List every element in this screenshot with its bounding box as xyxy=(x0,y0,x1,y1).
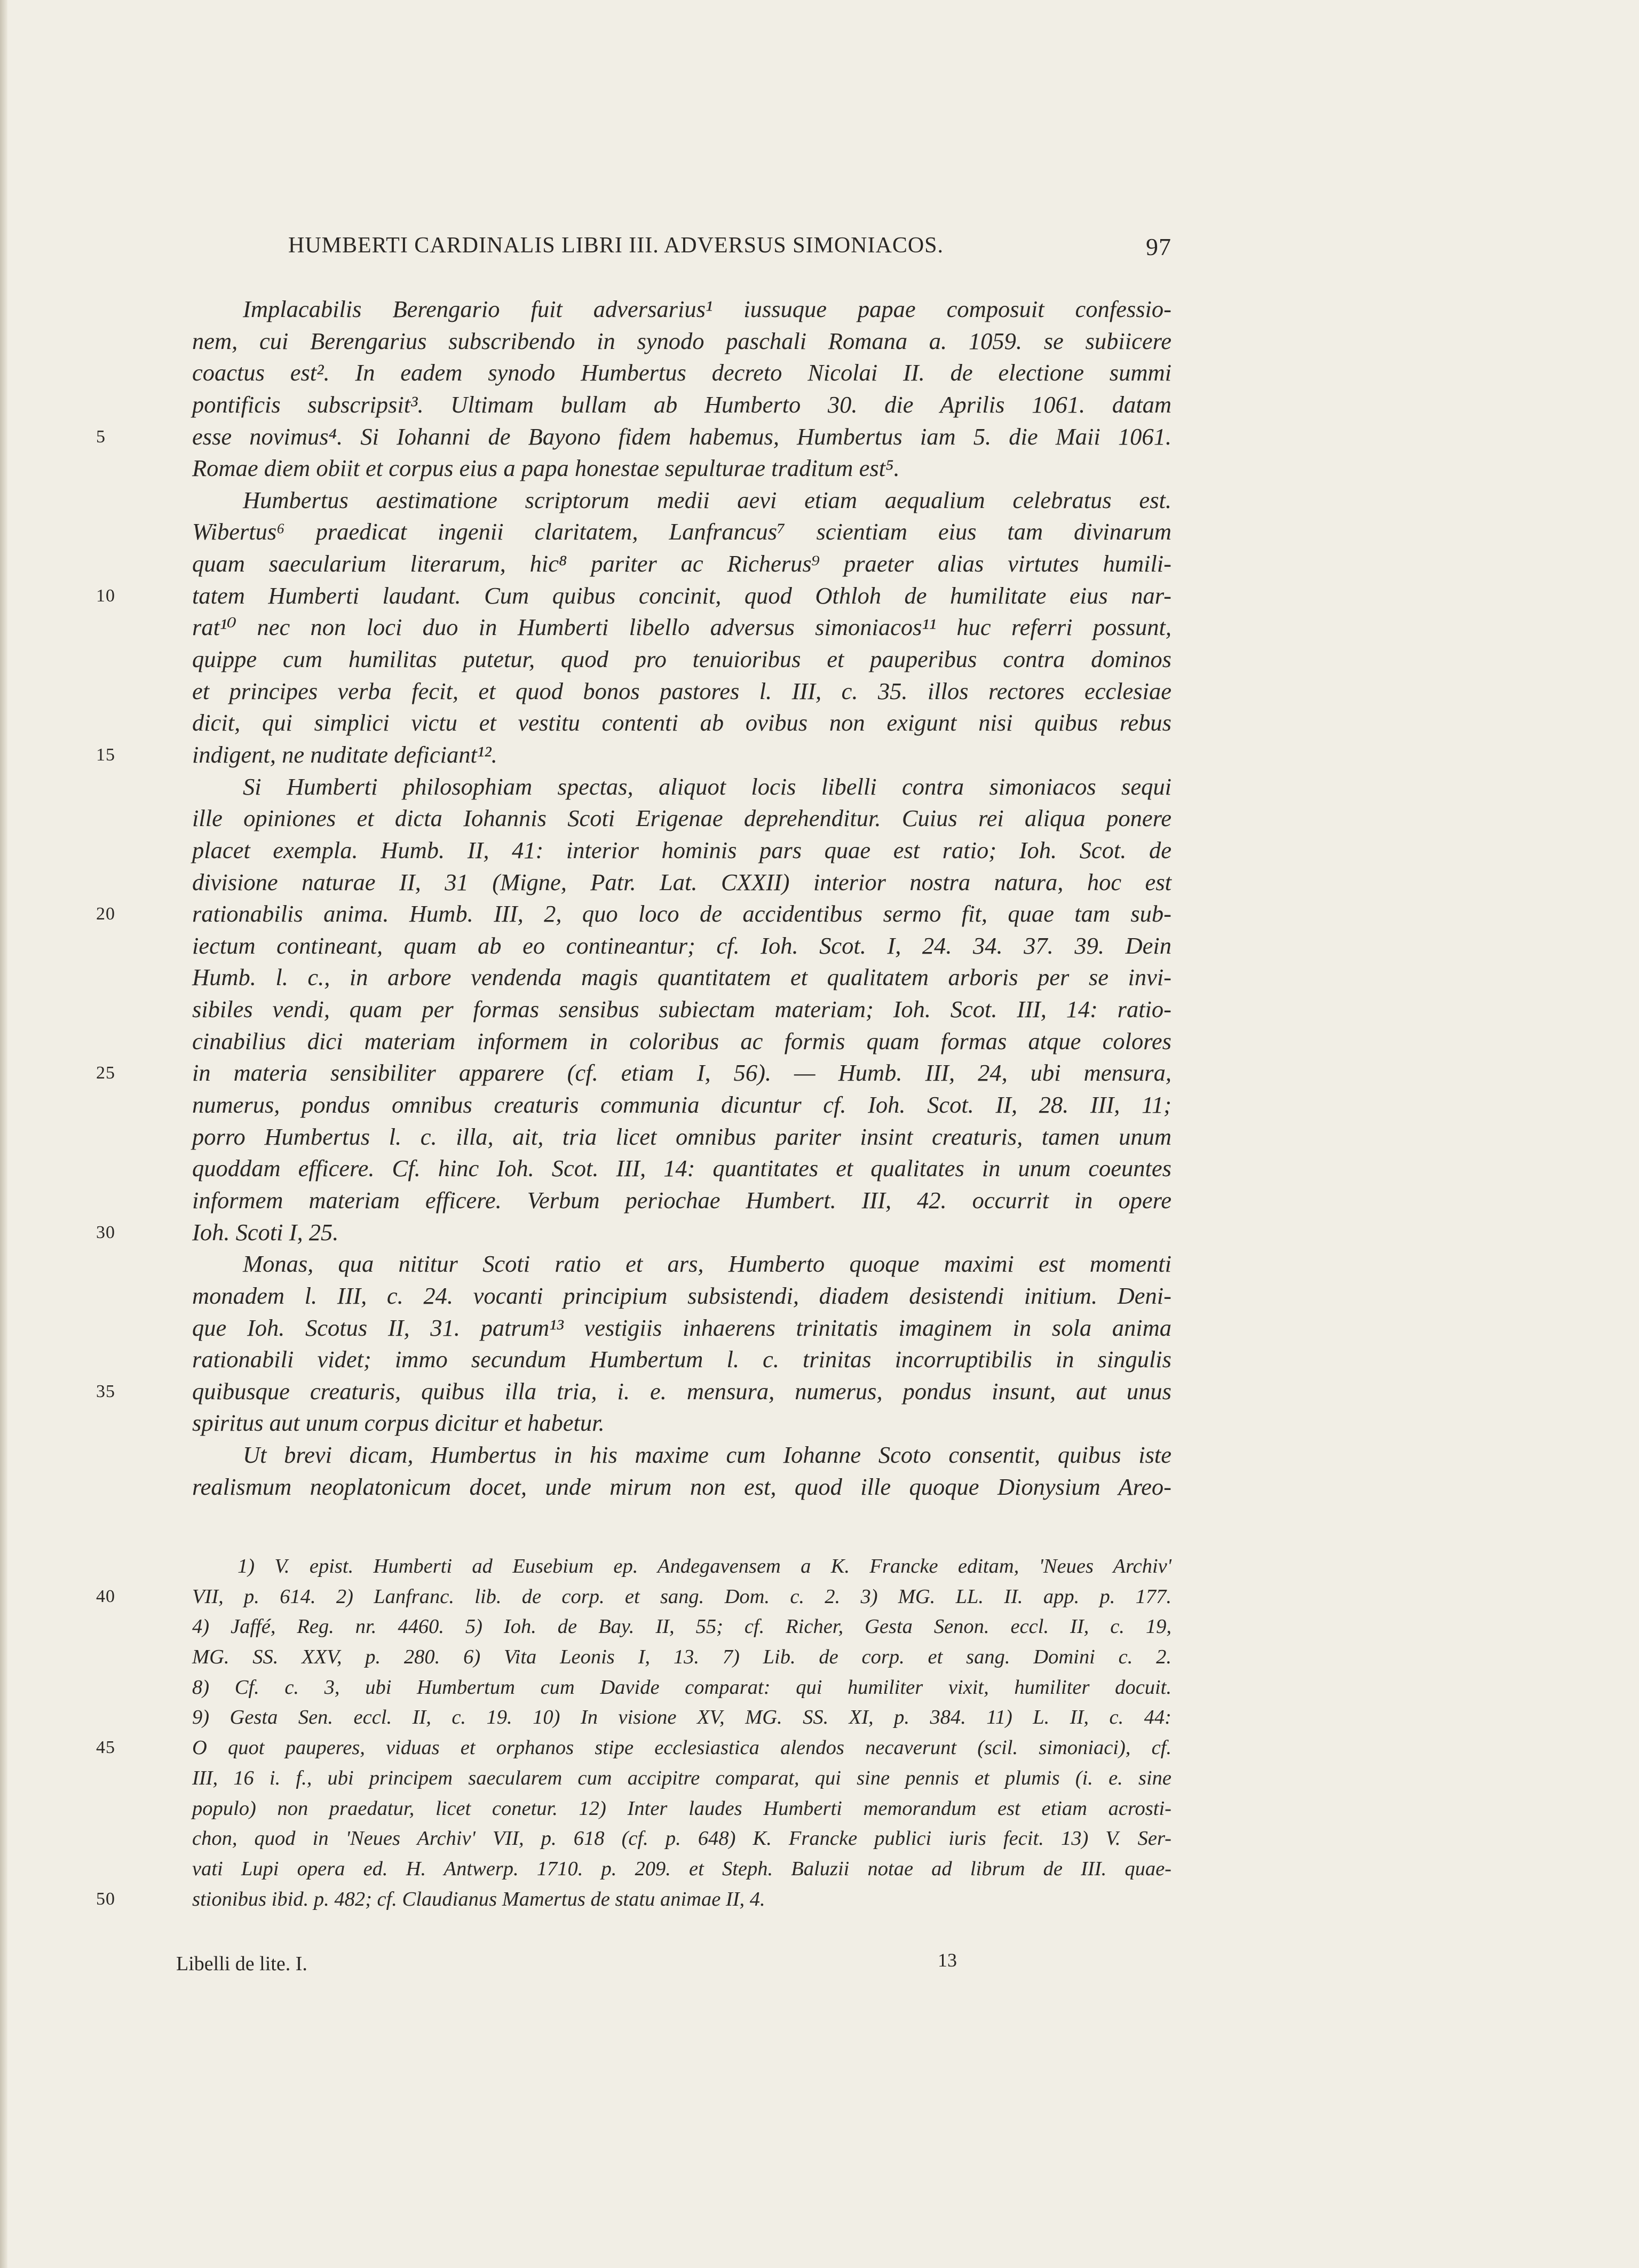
line-text: populo) non praedatur, licet conetur. 12) Inter laudes Humberti memorandum est etiam acrosti- xyxy=(192,1797,1171,1820)
footnote-line xyxy=(192,1794,1171,1824)
text-line xyxy=(192,771,1171,803)
line-text: Implacabilis Berengario fuit adversarius¹ iussuque papae composuit confessio- xyxy=(243,296,1171,322)
line-text: quippe cum humilitas putetur, quod pro tenuioribus et pauperibus contra dominos xyxy=(192,646,1171,673)
line-text: Humb. l. c., in arbore vendenda magis quantitatem et qualitatem arboris per se invi- xyxy=(192,964,1171,991)
text-line xyxy=(192,994,1171,1026)
text-line xyxy=(192,1407,1171,1439)
line-text: stionibus ibid. p. 482; cf. Claudianus Mamertus de statu animae II, 4. xyxy=(192,1888,765,1910)
line-text: Wibertus⁶ praedicat ingenii claritatem, Lanfrancus⁷ scientiam eius tam divinarum xyxy=(192,518,1171,545)
line-number: 25 xyxy=(96,1063,115,1083)
text-line xyxy=(192,676,1171,708)
text-line xyxy=(192,516,1171,548)
page-header xyxy=(192,233,1171,265)
line-text: 4) Jaffé, Reg. nr. 4460. 5) Ioh. de Bay. II, 55; cf. Richer, Gesta Senon. eccl. II, c. 19, xyxy=(192,1615,1171,1638)
line-text: III, 16 i. f., ubi principem saecularem cum accipitre comparat, qui sine pennis et plumis (i. e. sine xyxy=(192,1766,1171,1789)
line-text: 8) Cf. c. 3, ubi Humbertum cum Davide comparat: qui humiliter vixit, humiliter docuit. xyxy=(192,1676,1171,1699)
line-text: rationabili videt; immo secundum Humbertum l. c. trinitas incorruptibilis in singulis xyxy=(192,1346,1171,1373)
line-text: esse novimus⁴. Si Iohanni de Bayono fidem habemus, Humbertus iam 5. die Maii 1061. xyxy=(192,423,1171,450)
text-line xyxy=(192,1312,1171,1344)
line-text: 9) Gesta Sen. eccl. II, c. 19. 10) In visione XV, MG. SS. XI, p. 384. 11) L. II, c. 44: xyxy=(192,1706,1171,1729)
line-number: 45 xyxy=(96,1738,115,1758)
text-line xyxy=(96,1057,1171,1089)
line-text: quoddam efficere. Cf. hinc Ioh. Scot. III, 14: quantitates et qualitates in unum coeuntes xyxy=(192,1155,1171,1182)
line-text: spiritus aut unum corpus dicitur et habetur. xyxy=(192,1409,605,1437)
text-line xyxy=(192,1185,1171,1217)
text-line xyxy=(96,1217,1171,1249)
footnote-line xyxy=(192,1702,1171,1733)
line-text: vati Lupi opera ed. H. Antwerp. 1710. p. 209. et Steph. Baluzii notae ad librum de III. quae- xyxy=(192,1857,1171,1880)
footnote-line xyxy=(192,1854,1171,1884)
line-text: numerus, pondus omnibus creaturis communia dicuntur cf. Ioh. Scot. II, 28. III, 11; xyxy=(192,1091,1171,1119)
line-text: realismum neoplatonicum docet, unde mirum non est, quod ille quoque Dionysium Areo- xyxy=(192,1473,1171,1500)
line-text: VII, p. 614. 2) Lanfranc. lib. de corp. et sang. Dom. c. 2. 3) MG. LL. II. app. p. 177. xyxy=(192,1585,1171,1608)
text-line xyxy=(192,1089,1171,1121)
line-number: 20 xyxy=(96,904,115,924)
footnotes xyxy=(96,1551,1171,1914)
footnote-line xyxy=(192,1763,1171,1794)
text-line xyxy=(192,389,1171,421)
line-text: dicit, qui simplici victu et vestitu contenti ab ovibus non exigunt nisi quibus rebus xyxy=(192,709,1171,736)
text-line xyxy=(96,898,1171,930)
line-number: 10 xyxy=(96,585,115,606)
text-line xyxy=(192,1471,1171,1503)
line-text: que Ioh. Scotus II, 31. patrum¹³ vestigiis inhaerens trinitatis imaginem in sola anima xyxy=(192,1314,1171,1341)
text-line xyxy=(192,644,1171,676)
page-number: 97 xyxy=(1146,233,1171,260)
footnote-line xyxy=(96,1884,1171,1915)
line-text: quam saecularium literarum, hic⁸ pariter ac Richerus⁹ praeter alias virtutes humili- xyxy=(192,550,1171,577)
line-text: ille opiniones et dicta Iohannis Scoti Erigenae deprehenditur. Cuius rei aliqua ponere xyxy=(192,805,1171,832)
text-line xyxy=(192,1280,1171,1312)
text-line xyxy=(192,548,1171,580)
line-text: Monas, qua nititur Scoti ratio et ars, Humberto quoque maximi est momenti xyxy=(243,1250,1171,1278)
line-text: O quot pauperes, viduas et orphanos stipe ecclesiastica alendos necaverunt (scil. simoniaci), cf. xyxy=(192,1736,1171,1759)
text-line xyxy=(192,835,1171,867)
line-text: chon, quod in 'Neues Archiv' VII, p. 618 (cf. p. 648) K. Francke publici iuris fecit. 13) V. Ser- xyxy=(192,1827,1171,1850)
line-number: 5 xyxy=(96,426,106,447)
text-line xyxy=(192,485,1171,517)
line-number: 35 xyxy=(96,1381,115,1401)
line-text: et principes verba fecit, et quod bonos pastores l. III, c. 35. illos rectores ecclesiae xyxy=(192,677,1171,704)
line-number: 30 xyxy=(96,1222,115,1242)
text-line xyxy=(192,930,1171,962)
line-text: Ut brevi dicam, Humbertus in his maxime cum Iohanne Scoto consentit, quibus iste xyxy=(243,1441,1171,1469)
line-text: coactus est². In eadem synodo Humbertus decreto Nicolai II. de electione summi xyxy=(192,359,1171,386)
line-text: nem, cui Berengarius subscribendo in synodo paschali Romana a. 1059. se subiicere xyxy=(192,327,1171,354)
text-line xyxy=(192,453,1171,485)
line-text: quibusque creaturis, quibus illa tria, i. e. mensura, numerus, pondus insunt, aut unus xyxy=(192,1377,1171,1405)
line-text: tatem Humberti laudant. Cum quibus concinit, quod Othloh de humilitate eius nar- xyxy=(192,582,1171,609)
line-text: sibiles vendi, quam per formas sensibus subiectam materiam; Ioh. Scot. III, 14: ratio- xyxy=(192,996,1171,1023)
line-text: MG. SS. XXV, p. 280. 6) Vita Leonis I, 13. 7) Lib. de corp. et sang. Domini c. 2. xyxy=(192,1646,1171,1669)
text-line xyxy=(192,707,1171,739)
main-text xyxy=(96,294,1171,1503)
text-line xyxy=(192,294,1171,326)
line-text: placet exempla. Humb. II, 41: interior hominis pars quae est ratio; Ioh. Scot. de xyxy=(192,836,1171,863)
line-text: in materia sensibiliter apparere (cf. etiam I, 56). — Humb. III, 24, ubi mensura, xyxy=(192,1059,1171,1087)
line-text: rat¹⁰ nec non loci duo in Humberti libello adversus simoniacos¹¹ huc referri possunt, xyxy=(192,614,1171,641)
line-text: 1) V. epist. Humberti ad Eusebium ep. Andegavensem a K. Francke editam, 'Neues Archiv' xyxy=(237,1555,1171,1577)
line-text: rationabilis anima. Humb. III, 2, quo loco de accidentibus sermo fit, quae tam sub- xyxy=(192,900,1171,927)
text-line xyxy=(96,739,1171,771)
text-line xyxy=(192,867,1171,899)
text-line xyxy=(96,1376,1171,1408)
footnote-line xyxy=(192,1642,1171,1672)
book-gutter-edge xyxy=(0,0,7,2268)
line-text: iectum contineant, quam ab eo contineantur; cf. Ioh. Scot. I, 24. 34. 37. 39. Dein xyxy=(192,932,1171,959)
line-text: Humbertus aestimatione scriptorum medii aevi etiam aequalium celebratus est. xyxy=(243,486,1171,513)
text-line xyxy=(192,1439,1171,1471)
text-line xyxy=(192,357,1171,389)
footnote-line xyxy=(192,1612,1171,1642)
line-text: cinabilius dici materiam informem in coloribus ac formis quam formas atque colores xyxy=(192,1027,1171,1054)
line-number: 15 xyxy=(96,744,115,765)
line-text: Si Humberti philosophiam spectas, aliquot locis libelli contra simoniacos sequi xyxy=(243,773,1171,800)
line-text: pontificis subscripsit³. Ultimam bullam ab Humberto 30. die Aprilis 1061. datam xyxy=(192,391,1171,418)
line-text: monadem l. III, c. 24. vocanti principium subsistendi, diadem desistendi initium. Deni- xyxy=(192,1282,1171,1309)
text-line xyxy=(192,1248,1171,1280)
text-line xyxy=(192,1026,1171,1058)
text-line xyxy=(192,1153,1171,1185)
line-text: Romae diem obiit et corpus eius a papa honestae sepulturae traditum est⁵. xyxy=(192,455,900,482)
line-text: Ioh. Scoti I, 25. xyxy=(192,1218,339,1246)
footnote-line xyxy=(192,1823,1171,1854)
running-title: HUMBERTI CARDINALIS LIBRI III. ADVERSUS SIMONIACOS. xyxy=(288,233,944,258)
text-line xyxy=(192,1121,1171,1153)
line-text: divisione naturae II, 31 (Migne, Patr. Lat. CXXII) interior nostra natura, hoc est xyxy=(192,868,1171,895)
line-text: porro Humbertus l. c. illa, ait, tria licet omnibus pariter insint creaturis, tamen unum xyxy=(192,1123,1171,1150)
line-number: 40 xyxy=(96,1586,115,1606)
signature-mark: Libelli de lite. I. xyxy=(176,1953,307,1975)
text-line xyxy=(96,421,1171,453)
text-line xyxy=(192,326,1171,358)
text-line xyxy=(96,580,1171,612)
footnote-line xyxy=(96,1582,1171,1612)
text-line xyxy=(192,612,1171,644)
footnote-line xyxy=(96,1733,1171,1763)
text-line xyxy=(192,1344,1171,1376)
line-number: 50 xyxy=(96,1889,115,1909)
sheet-number: 13 xyxy=(938,1949,957,1971)
text-line xyxy=(192,803,1171,835)
text-line xyxy=(192,962,1171,994)
footnote-line xyxy=(192,1551,1171,1582)
line-text: informem materiam efficere. Verbum periochae Humbert. III, 42. occurrit in opere xyxy=(192,1186,1171,1214)
footnote-line xyxy=(192,1672,1171,1703)
line-text: indigent, ne nuditate deficiant¹². xyxy=(192,741,497,768)
